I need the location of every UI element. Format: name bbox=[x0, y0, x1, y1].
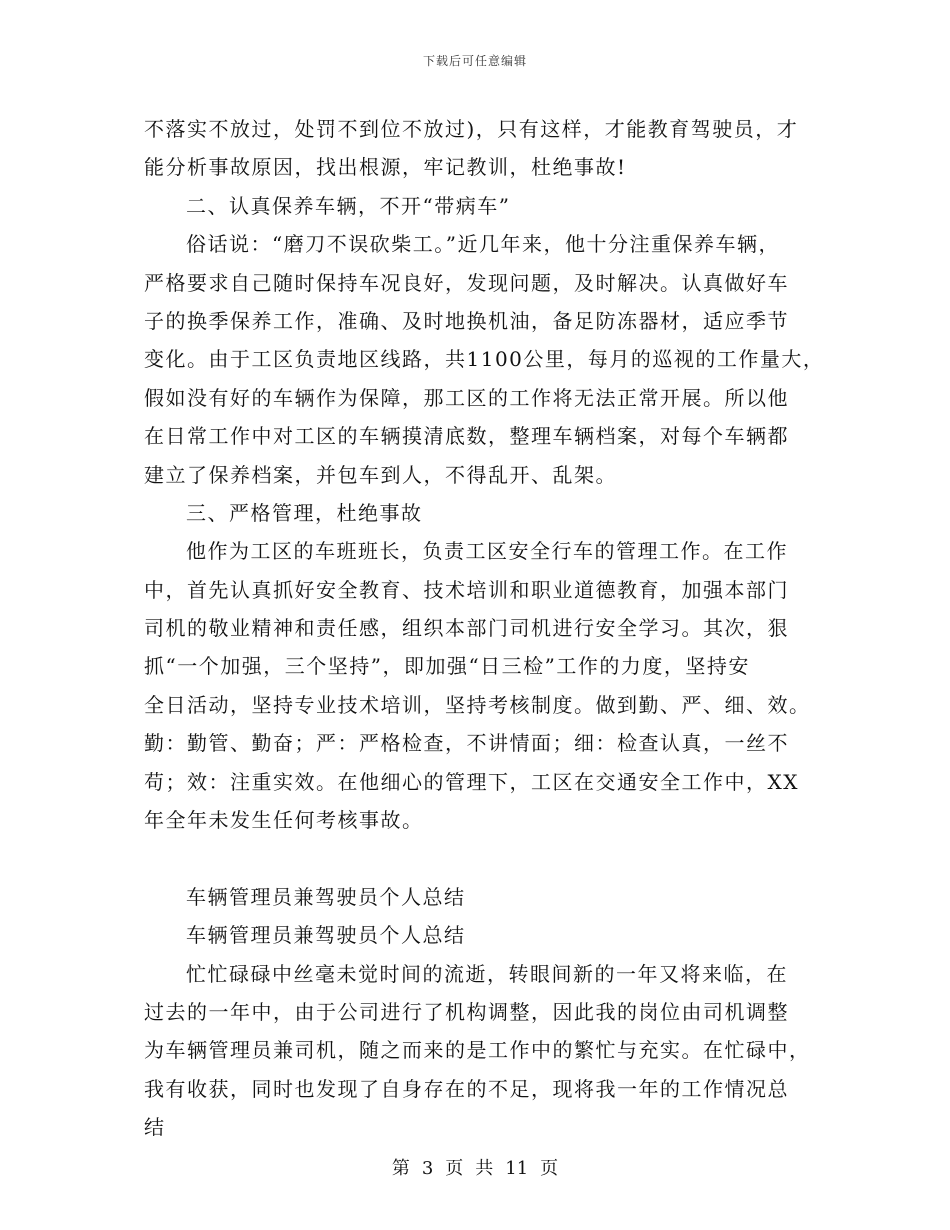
body-line: 年全年未发生任何考核事故。 bbox=[144, 808, 424, 833]
body-line: 变化。由于工区负责地区线路，共1100公里，每月的巡视的工作量大， bbox=[144, 347, 825, 372]
body-line: 严格要求自己随时保持车况良好，发现问题，及时解决。认真做好车 bbox=[144, 270, 789, 295]
current-page-number: 3 bbox=[421, 1158, 434, 1179]
section-heading: 三、严格管理，杜绝事故 bbox=[186, 500, 423, 525]
body-line: 结 bbox=[144, 1115, 166, 1140]
body-line: 假如没有好的车辆作为保障，那工区的工作将无法正常开展。所以他 bbox=[144, 385, 789, 410]
body-line: 我有收获，同时也发现了自身存在的不足，现将我一年的工作情况总 bbox=[144, 1076, 789, 1101]
page-header: 下载后可任意编辑 bbox=[422, 54, 527, 68]
document-subtitle: 车辆管理员兼驾驶员个人总结 bbox=[186, 923, 466, 948]
body-line: 全日活动，坚持专业技术培训，坚持考核制度。做到勤、严、细、效。 bbox=[144, 692, 811, 717]
blank-line bbox=[144, 839, 819, 877]
section-heading: 二、认真保养车辆，不开“带病车” bbox=[186, 193, 511, 218]
paragraph-start: 俗话说：“磨刀不误砍柴工。”近几年来，他十分注重保养车辆， bbox=[186, 232, 780, 257]
page-label-mid: 页 bbox=[445, 1158, 464, 1179]
page-label-prefix: 第 bbox=[391, 1158, 410, 1179]
body-line: 苟；效：注重实效。在他细心的管理下，工区在交通安全工作中，XX bbox=[144, 769, 799, 794]
body-line: 建立了保养档案，并包车到人，不得乱开、乱架。 bbox=[144, 462, 617, 487]
total-pages-number: 11 bbox=[505, 1158, 529, 1179]
document-body bbox=[144, 110, 825, 1147]
body-line: 为车辆管理员兼司机，随之而来的是工作中的繁忙与充实。在忙碌中， bbox=[144, 1038, 811, 1063]
total-label: 共 bbox=[475, 1158, 494, 1179]
paragraph-start: 他作为工区的车班班长，负责工区安全行车的管理工作。在工作 bbox=[186, 539, 788, 564]
body-line: 抓“一个加强，三个坚持”，即加强“日三检”工作的力度，坚持安 bbox=[144, 654, 750, 679]
paragraph-start: 忙忙碌碌中丝毫未觉时间的流逝，转眼间新的一年又将来临，在 bbox=[186, 961, 788, 986]
body-line: 不落实不放过，处罚不到位不放过)，只有这样，才能教育驾驶员，才 bbox=[144, 117, 799, 141]
page-label-suffix: 页 bbox=[540, 1158, 559, 1179]
body-line: 司机的敬业精神和责任感，组织本部门司机进行安全学习。其次，狠 bbox=[144, 616, 789, 641]
page-footer bbox=[0, 1154, 950, 1180]
body-line: 在日常工作中对工区的车辆摸清底数，整理车辆档案，对每个车辆都 bbox=[144, 424, 789, 449]
body-line: 中，首先认真抓好安全教育、技术培训和职业道德教育，加强本部门 bbox=[144, 577, 789, 602]
document-title: 车辆管理员兼驾驶员个人总结 bbox=[186, 884, 466, 909]
body-line: 勤：勤管、勤奋；严：严格检查，不讲情面；细：检查认真，一丝不 bbox=[144, 731, 789, 756]
body-line: 过去的一年中，由于公司进行了机构调整，因此我的岗位由司机调整 bbox=[144, 999, 789, 1024]
body-line: 能分析事故原因，找出根源，牢记教训，杜绝事故! bbox=[144, 155, 627, 180]
body-line: 子的换季保养工作，准确、及时地换机油，备足防冻器材，适应季节 bbox=[144, 308, 789, 333]
